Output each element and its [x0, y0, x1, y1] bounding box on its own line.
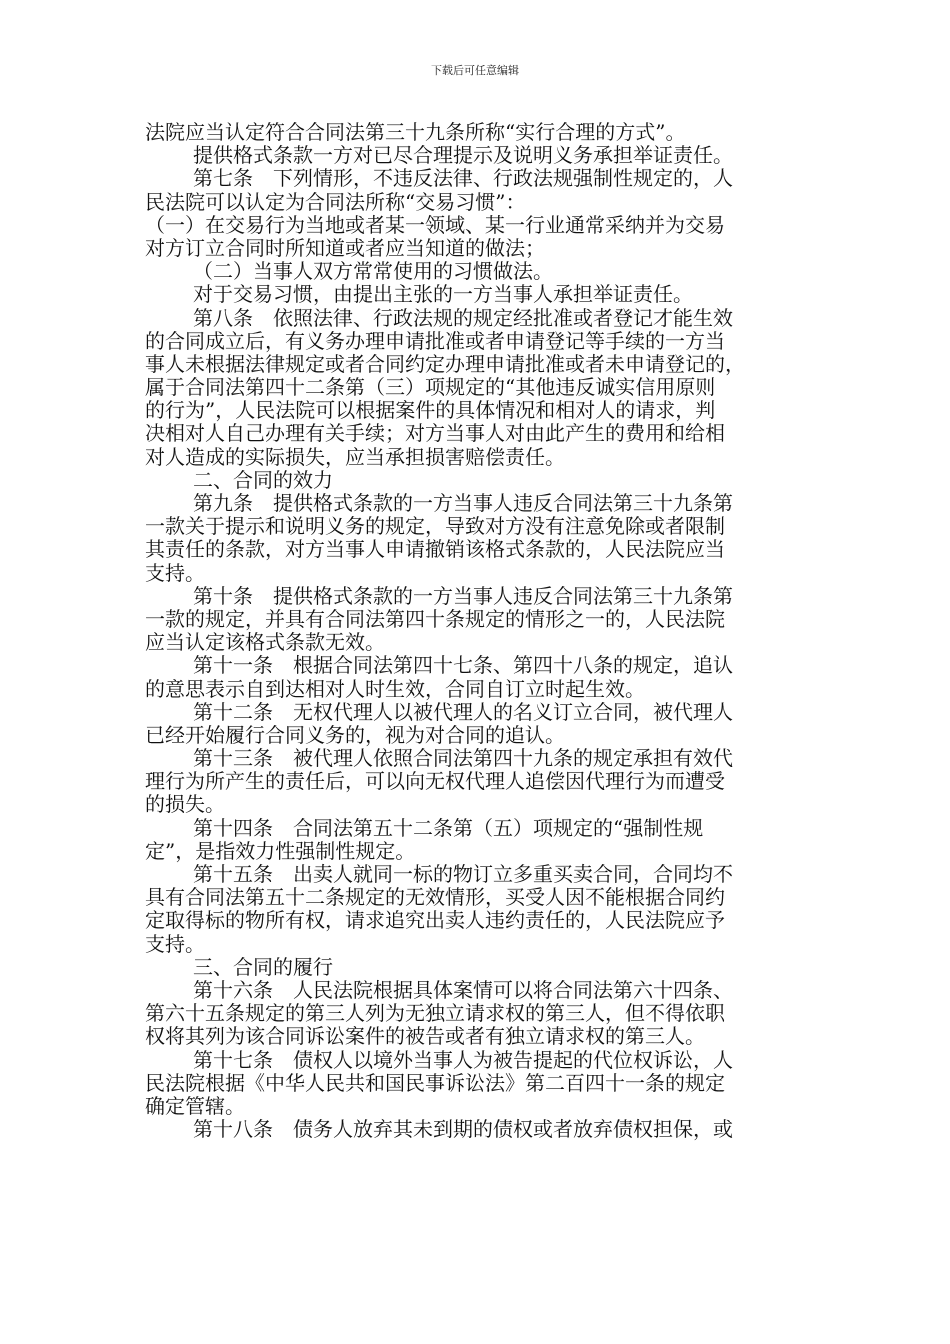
text-line: 其责任的条款，对方当事人申请撤销该格式条款的，人民法院应当 [145, 537, 725, 562]
text-line: 理行为所产生的责任后，可以向无权代理人追偿因代理行为而遭受 [145, 769, 725, 794]
text-line: 定取得标的物所有权，请求追究出卖人违约责任的，人民法院应予 [145, 908, 725, 933]
text-line: 的意思表示自到达相对人时生效，合同自订立时起生效。 [145, 676, 645, 701]
text-line: （一）在交易行为当地或者某一领域、某一行业通常采纳并为交易 [145, 212, 725, 237]
text-line: 的行为”，人民法院可以根据案件的具体情况和相对人的请求，判 [145, 398, 716, 423]
text-line: 已经开始履行合同义务的，视为对合同的追认。 [145, 722, 565, 747]
text-line: 第十四条 合同法第五十二条第（五）项规定的“强制性规 [193, 815, 704, 840]
text-line: 事人未根据法律规定或者合同约定办理申请批准或者未申请登记的， [145, 351, 745, 376]
text-line: 支持。 [145, 560, 205, 585]
text-line: 定”，是指效力性强制性规定。 [145, 838, 416, 863]
text-line: 一款关于提示和说明义务的规定，导致对方没有注意免除或者限制 [145, 514, 725, 539]
text-line: 一款的规定，并具有合同法第四十条规定的情形之一的，人民法院 [145, 606, 725, 631]
text-line: 第十三条 被代理人依照合同法第四十九条的规定承担有效代 [193, 746, 733, 771]
text-line: 的合同成立后，有义务办理申请批准或者申请登记等手续的一方当 [145, 328, 725, 353]
text-line: 第七条 下列情形，不违反法律、行政法规强制性规定的，人 [193, 166, 733, 191]
text-line: 民法院可以认定为合同法所称“交易习惯”： [145, 189, 526, 214]
text-line: 应当认定该格式条款无效。 [145, 630, 385, 655]
text-line: 民法院根据《中华人民共和国民事诉讼法》第二百四十一条的规定 [145, 1070, 725, 1095]
text-line: 支持。 [145, 931, 205, 956]
page-header: 下载后可任意编辑 [431, 64, 519, 77]
text-line: 第十条 提供格式条款的一方当事人违反合同法第三十九条第 [193, 583, 733, 608]
text-line: 的损失。 [145, 792, 225, 817]
text-line: 提供格式条款一方对已尽合理提示及说明义务承担举证责任。 [193, 143, 733, 168]
text-line: 三、合同的履行 [193, 954, 333, 979]
document-body [145, 121, 815, 1141]
text-line: 对方订立合同时所知道或者应当知道的做法； [145, 235, 545, 260]
text-line: 法院应当认定符合合同法第三十九条所称“实行合理的方式”。 [145, 120, 686, 144]
text-line: 具有合同法第五十二条规定的无效情形，买受人因不能根据合同约 [145, 885, 725, 910]
text-line: 第六十五条规定的第三人列为无独立请求权的第三人，但不得依职 [145, 1001, 725, 1026]
text-line: 第八条 依照法律、行政法规的规定经批准或者登记才能生效 [193, 305, 733, 330]
text-line: 第十二条 无权代理人以被代理人的名义订立合同，被代理人 [193, 699, 733, 724]
text-line: 第十八条 债务人放弃其未到期的债权或者放弃债权担保，或 [193, 1117, 733, 1142]
text-line: 二、合同的效力 [193, 467, 333, 492]
text-line: 决相对人自己办理有关手续；对方当事人对由此产生的费用和给相 [145, 421, 725, 446]
text-line: 权将其列为该合同诉讼案件的被告或者有独立请求权的第三人。 [145, 1024, 705, 1049]
text-line: 对于交易习惯，由提出主张的一方当事人承担举证责任。 [193, 282, 693, 307]
text-line: 确定管辖。 [145, 1093, 245, 1118]
text-line: 第十一条 根据合同法第四十七条、第四十八条的规定，追认 [193, 653, 733, 678]
text-line: 对人造成的实际损失，应当承担损害赔偿责任。 [145, 444, 565, 469]
text-line: 属于合同法第四十二条第（三）项规定的“其他违反诚实信用原则 [145, 375, 716, 400]
text-line: 第九条 提供格式条款的一方当事人违反合同法第三十九条第 [193, 491, 733, 515]
text-line: 第十七条 债权人以境外当事人为被告提起的代位权诉讼，人 [193, 1047, 733, 1072]
text-line: （二）当事人双方常常使用的习惯做法。 [193, 259, 553, 284]
text-line: 第十六条 人民法院根据具体案情可以将合同法第六十四条、 [193, 977, 733, 1002]
text-line: 第十五条 出卖人就同一标的物订立多重买卖合同，合同均不 [193, 862, 733, 886]
